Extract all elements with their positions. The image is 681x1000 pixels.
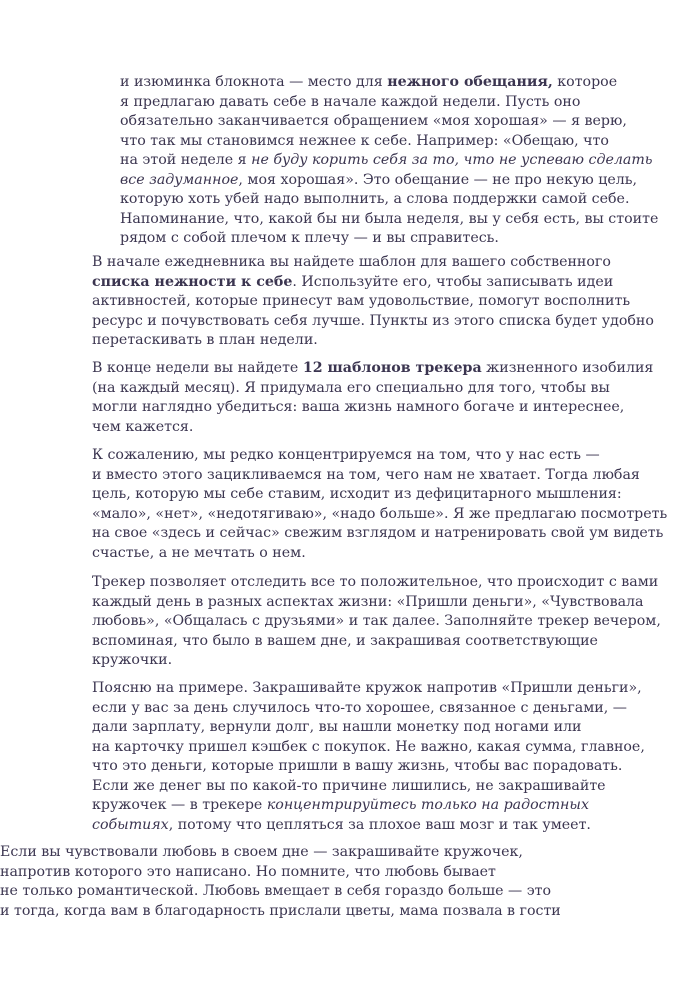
text-line	[92, 273, 654, 293]
text-run: Если вы чувствовали любовь в своем дне — закрашивайте кружочек,	[0, 844, 523, 860]
text-run: цель, которую мы себе ставим, исходит из дефицитарного мышления:	[92, 486, 622, 502]
text-run: дали зарплату, вернули долг, вы нашли монетку под ногами или	[92, 719, 582, 735]
text-line	[120, 210, 658, 230]
text-line	[120, 171, 658, 191]
text-line	[92, 796, 645, 816]
text-run: которую хоть убей надо выполнить, а слова поддержки самой себе.	[120, 191, 630, 207]
text-line	[92, 505, 667, 525]
text-line	[120, 112, 658, 132]
text-run: Трекер позволяет отследить все то положительное, что происходит с вами	[92, 574, 659, 590]
text-run: . Используйте его, чтобы записывать идеи	[292, 273, 614, 290]
bold-text: 12 шаблонов трекера	[302, 360, 482, 376]
text-line	[92, 699, 645, 719]
italic-text: событиях	[92, 816, 169, 833]
text-run: кружочек — в трекере	[92, 797, 267, 813]
text-line	[92, 359, 653, 379]
text-line	[120, 229, 658, 249]
paragraph-tenderness-list	[92, 253, 654, 351]
paragraph-deficit-thinking	[92, 446, 667, 563]
text-line	[92, 544, 667, 564]
text-run: вспоминая, что было в вашем дне, и закрашивая соответствующие	[92, 632, 598, 649]
text-run: если у вас за день случилось что-то хорошее, связанное с деньгами, —	[92, 699, 627, 716]
text-run: рядом с собой плечом к плечу — и вы справитесь.	[120, 230, 499, 246]
text-run: счастье, а не мечтать о нем.	[92, 544, 306, 561]
text-line	[92, 292, 654, 312]
text-run: перетаскивать в план недели.	[92, 332, 318, 348]
text-run: что это деньги, которые пришли в вашу жизнь, чтобы вас порадовать.	[92, 758, 623, 774]
text-run: любовь», «Общалась с друзьями» и так далее. Заполняйте трекер вечером,	[92, 613, 661, 629]
text-run: на свое «здесь и сейчас» свежим взглядом и натренировать свой ум видеть	[92, 525, 664, 541]
text-line	[92, 757, 645, 777]
text-run: не только романтической. Любовь вмещает в себя гораздо больше — это	[0, 883, 552, 899]
text-line	[92, 651, 661, 671]
text-line	[120, 132, 658, 152]
italic-text: все задуманное	[120, 171, 239, 188]
text-line	[92, 379, 653, 399]
text-run: жизненного изобилия	[481, 360, 654, 376]
text-line	[0, 882, 561, 902]
text-run: я предлагаю давать себе в начале каждой недели. Пусть оно	[120, 93, 581, 110]
text-run: и изюминка блокнота — место для	[120, 74, 388, 90]
text-run: «мало», «нет», «недотягиваю», «надо больше». Я же предлагаю посмотреть	[92, 505, 668, 522]
text-line	[92, 593, 661, 613]
text-line	[92, 331, 654, 351]
text-line	[92, 573, 661, 593]
text-run: чем кажется.	[92, 418, 194, 435]
text-run: кружочки.	[92, 652, 173, 668]
text-run: , потому что цепляться за плохое ваш мозг и так умеет.	[168, 816, 591, 833]
text-line	[0, 843, 561, 863]
text-line	[92, 312, 654, 332]
text-run: В конце недели вы найдете	[92, 360, 303, 376]
text-line	[92, 418, 653, 438]
italic-text: концентрируйтесь только на радостных	[266, 797, 589, 813]
text-run: и вместо этого зацикливаемся на том, чего нам не хватает. Тогда любая	[92, 466, 640, 483]
text-run: обязательно заканчивается обращением «моя хорошая» — я верю,	[120, 113, 627, 129]
text-line	[92, 524, 667, 544]
italic-text: не буду корить себя за то, что не успеваю сделать	[251, 152, 653, 168]
text-run: и тогда, когда вам в благодарность прислали цветы, мама позвала в гости	[0, 902, 561, 919]
text-run: Если же денег вы по какой-то причине лишились, не закрашивайте	[92, 777, 606, 794]
text-run: Напоминание, что, какой бы ни была неделя, вы у себя есть, вы стоите	[120, 210, 659, 227]
bold-text: списка нежности к себе	[92, 273, 293, 290]
paragraph-love-example	[0, 843, 561, 921]
text-line	[92, 466, 667, 486]
text-run: активностей, которые принесут вам удовольствие, помогут восполнить	[92, 293, 631, 309]
paragraph-promise	[120, 73, 658, 249]
paragraph-tracker-templates	[92, 359, 653, 437]
text-line	[92, 718, 645, 738]
text-run: напротив которого это написано. Но помните, что любовь бывает	[0, 863, 496, 880]
text-line	[92, 253, 654, 273]
text-run: на карточку пришел кэшбек с покупок. Не важно, какая сумма, главное,	[92, 738, 645, 755]
text-run: могли наглядно убедиться: ваша жизнь намного богаче и интереснее,	[92, 399, 625, 415]
text-run: (на каждый месяц). Я придумала его специально для того, чтобы вы	[92, 379, 610, 396]
text-line	[92, 679, 645, 699]
text-line	[120, 93, 658, 113]
text-run: каждый день в разных аспектах жизни: «Пришли деньги», «Чувствовала	[92, 593, 644, 610]
bold-text: нежного обещания,	[387, 74, 553, 90]
text-line	[92, 738, 645, 758]
text-run: на этой неделе я	[120, 152, 252, 168]
text-line	[120, 190, 658, 210]
text-line	[120, 73, 658, 93]
text-run: ресурс и почувствовать себя лучше. Пункты из этого списка будет удобно	[92, 312, 654, 329]
text-line	[120, 151, 658, 171]
text-line	[92, 398, 653, 418]
text-run: К сожалению, мы редко концентрируемся на том, что у нас есть —	[92, 447, 600, 463]
text-run: В начале ежедневника вы найдете шаблон для вашего собственного	[92, 254, 611, 270]
text-line	[92, 485, 667, 505]
text-line	[0, 863, 561, 883]
paragraph-money-example	[92, 679, 645, 835]
text-run: Поясню на примере. Закрашивайте кружок напротив «Пришли деньги»,	[92, 680, 642, 696]
text-line	[92, 777, 645, 797]
text-line	[92, 446, 667, 466]
text-line	[92, 816, 645, 836]
paragraph-tracker-usage	[92, 573, 661, 671]
text-line	[92, 632, 661, 652]
text-line	[0, 902, 561, 922]
text-line	[92, 612, 661, 632]
text-run: что так мы становимся нежнее к себе. Например: «Обещаю, что	[120, 132, 609, 149]
text-run: , моя хорошая». Это обещание — не про некую цель,	[238, 171, 637, 188]
text-run: которое	[552, 74, 618, 90]
